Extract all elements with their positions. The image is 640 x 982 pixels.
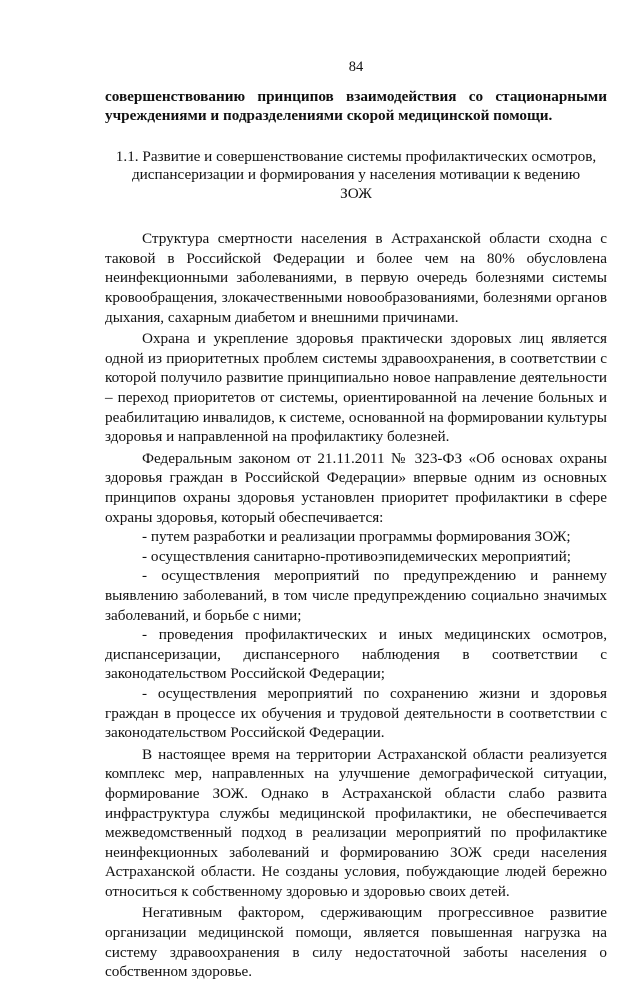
list-item-zozh-program: - путем разработки и реализации программы формирования ЗОЖ; bbox=[142, 528, 571, 546]
document-page bbox=[105, 58, 607, 982]
list-item-medical-checkups: - проведения профилактических и иных медицинских осмотров, диспансеризации, диспансерного наблюдения в соответствии с законодательством Российской Федерации; bbox=[105, 626, 607, 683]
paragraph-federal-law: Федеральным законом от 21.11.2011 № 323-ФЗ «Об основах охраны здоровья граждан в Российской Федерации» впервые одним из основных принципов охраны здоровья установлен приоритет профилактики в сфере охраны здоровья, который обеспечивается: bbox=[105, 449, 607, 526]
list-item-life-preservation: - осуществления мероприятий по сохранению жизни и здоровья граждан в процессе их обучения и трудовой деятельности в соответствии с законодательством Российской Федерации. bbox=[105, 684, 607, 742]
intro-paragraph: совершенствованию принципов взаимодействия со стационарными учреждениями и подразделениями скорой медицинской помощи. bbox=[105, 87, 607, 125]
paragraph-health-protection: Охрана и укрепление здоровья практически здоровых лиц является одной из приоритетных проблем системы здравоохранения, в соответствии с которой получило развитие принципиально новое направление деятельности – переход приоритетов от системы, ориентированной на лечение больных и реабилитацию инвалидов, к системе, основанной на формировании культуры здоровья и направленной на профилактику болезней. bbox=[105, 330, 607, 446]
paragraph-negative-factor: Негативным фактором, сдерживающим прогрессивное развитие организации медицинской помощи, является повышенная нагрузка на систему здравоохранения в силу недостаточной заботы населения о собственном здоровье. bbox=[105, 904, 607, 981]
page-number: 84 bbox=[348, 59, 364, 75]
paragraph-mortality: Структура смертности населения в Астраханской области сходна с таковой в Российской Федерации и более чем на 80% обусловлена неинфекционными заболеваниями, в первую очередь болезнями системы кровообращения, злокачественными новообразованиями, болезнями органов дыхания, сахарным диабетом и внешними причинами. bbox=[105, 230, 607, 326]
list-item-disease-prevention: - осуществления мероприятий по предупреждению и раннему выявлению заболеваний, в том числе предупреждению социально значимых заболеваний, и борьбе с ними; bbox=[105, 567, 607, 624]
section-heading: 1.1. Развитие и совершенствование системы профилактических осмотров, диспансеризации и формирования у населения мотивации к ведению ЗОЖ bbox=[115, 147, 597, 202]
paragraph-current-situation: В настоящее время на территории Астраханской области реализуется комплекс мер, направленных на улучшение демографической ситуации, формирование ЗОЖ. Однако в Астраханской области слабо развита инфраструктура службы медицинской профилактики, не обеспечивается межведомственный подход в реализации мероприятий по профилактике неинфекционных заболеваний и формированию ЗОЖ среди населения Астраханской области. Не созданы условия, побуждающие людей бережно относиться к собственному здоровью и здоровью своих детей. bbox=[105, 745, 607, 900]
list-item-sanitary-measures: - осуществления санитарно-противоэпидемических мероприятий; bbox=[142, 547, 571, 565]
